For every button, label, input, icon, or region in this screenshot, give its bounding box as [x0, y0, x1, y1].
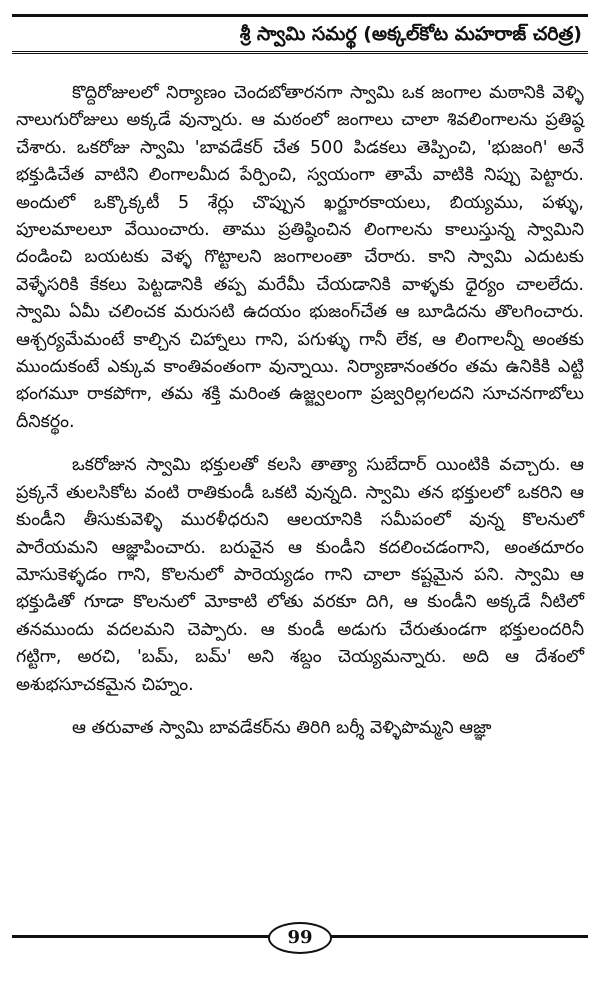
paragraph-3: ఆ తరువాత స్వామి బావడేకర్‌ను తిరిగి బర్శీ వెళ్ళిపొమ్మని ఆజ్ఞా — [72, 717, 492, 738]
paragraph-2: ఒకరోజున స్వామి భక్తులతో కలసి తాత్యా సుబేదార్ యింటికి వచ్చారు. ఆ ప్రక్కనే తులసికోట వంటి రాతికుండీ ఒకటి వున్నది. స్వామి తన భక్తులలో ఒకరిని ఆ కుండీని తీసుకువెళ్ళి మురళీధరుని ఆలయానికి సమీపంలో వున్న కొలనులో పారేయమని ఆజ్ఞాపించారు. బరువైన ఆ కుండీని కదలించడంగాని, అంతదూరం మోసుకెళ్ళడం గాని, కొలనులో పారెయ్యడం గాని చాలా కష్టమైన పని. స్వామి ఆ భక్తుడితో గూడా కొలనులో మోకాటి లోతు వరకూ దిగి, ఆ కుండీని అక్కడే నీటిలో తనముందు వదలమని చెప్పారు. ఆ కుండీ అడుగు చేరుతుండగా భక్తులందరినీ గట్టిగా, అరచి, 'బమ్, బమ్' అని శబ్దం చెయ్యమన్నారు. అది ఆ దేశంలో అశుభసూచకమైన చిహ్నం. — [16, 455, 584, 695]
book-title: శ్రీ స్వామి సమర్థ (అక్కల్‌కోట మహరాజ్ చరిత్ర) — [239, 23, 582, 45]
page-number: 99 — [268, 922, 332, 954]
paragraph-1: కొద్దిరోజులలో నిర్యాణం చెందబోతారనగా స్వామి ఒక జంగాల మఠానికి వెళ్ళి నాలుగురోజులు అక్కడే వున్నారు. ఆ మఠంలో జంగాలు చాలా శివలింగాలను ప్రతిష్ఠ చేశారు. ఒకరోజు స్వామి 'బావడేకర్ చేత 500 పిడకలు తెప్పించి, 'భుజంగి' అనే భక్తుడిచేత వాటిని లింగాలమీద పేర్పించి, స్వయంగా తామే వాటికి నిప్పు పెట్టారు. అందులో ఒక్కొక్కటీ 5 శేర్లు చొప్పున ఖర్జూరకాయలు, బియ్యము, పళ్ళు, పూలమాలలూ వేయించారు. తాము ప్రతిష్ఠించిన లింగాలను కాలుస్తున్న స్వామిని దండించి బయటకు వెళ్ళ గొట్టాలని జంగాలంతా చేరారు. కాని స్వామి ఎదుటకు వెళ్ళేసరికి కేకలు పెట్టడానికి తప్ప మరేమీ చేయడానికి వాళ్ళకు ధైర్యం చాలలేదు. స్వామి ఏమీ చలించక మరుసటి ఉదయం భుజంగ్‌చేత ఆ బూడిదను తొలగించారు. ఆశ్చర్యమేమంటే కాల్చిన చిహ్నాలు గాని, పగుళ్ళు గానీ లేక, ఆ లింగాలన్నీ అంతకు ముందుకంటే ఎక్కువ కాంతివంతంగా వున్నాయి. నిర్యాణానంతరం తమ ఉనికికి ఎట్టి భంగమూ రాకపోగా, తమ శక్తి మరింత ఉజ్జ్వలంగా ప్రజ్వరిల్లగలదని సూచనగాబోలు దీనికర్థం. — [16, 83, 584, 432]
running-header — [12, 14, 588, 54]
page-body — [16, 80, 584, 758]
